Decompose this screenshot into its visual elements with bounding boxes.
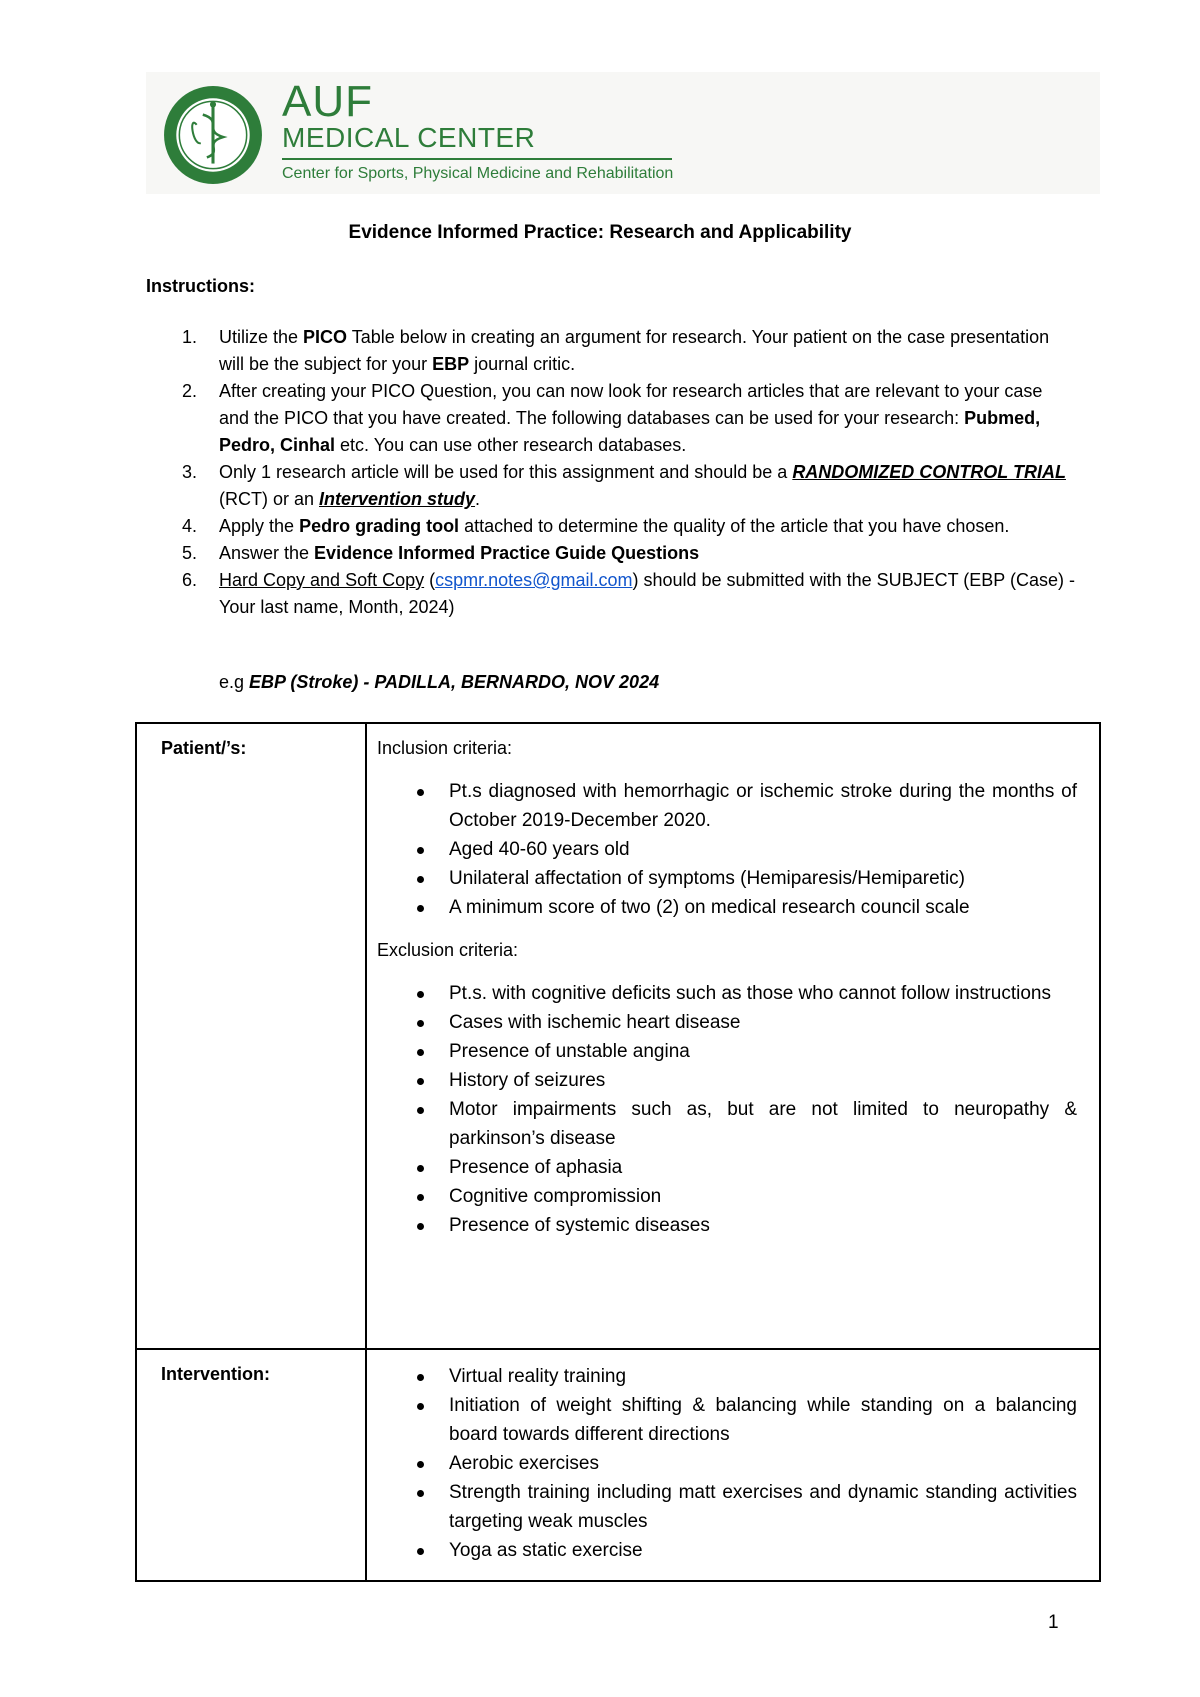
- exclusion-criteria-list: [377, 979, 1077, 1240]
- example-text: EBP (Stroke) - PADILLA, BERNARDO, NOV 2024: [249, 672, 660, 692]
- instruction-item: [146, 378, 1076, 459]
- instruction-text: Only 1 research article will be used for this assignment and should be a: [219, 462, 793, 482]
- logo-divider: [282, 158, 672, 160]
- instruction-text: .: [475, 489, 481, 509]
- pico-table: [135, 722, 1101, 1582]
- intervention-content: [366, 1349, 1100, 1581]
- instruction-bold: Pedro grading tool: [299, 516, 460, 536]
- instruction-text: (RCT) or an: [219, 489, 320, 509]
- pico-row-intervention: [136, 1349, 1100, 1581]
- instruction-bold: PICO: [303, 327, 348, 347]
- list-item: History of seizures: [377, 1066, 1077, 1095]
- instruction-bold: Pubmed, Pedro, Cinhal: [219, 408, 1041, 455]
- list-item: Unilateral affectation of symptoms (Hemiparesis/Hemiparetic): [377, 864, 1077, 893]
- list-item: Virtual reality training: [377, 1362, 1077, 1391]
- instruction-number: 1.: [182, 327, 198, 347]
- instruction-emphasis: Intervention study: [319, 489, 476, 509]
- list-item: Presence of systemic diseases: [377, 1211, 1077, 1240]
- inclusion-criteria-label: Inclusion criteria:: [377, 738, 513, 758]
- list-item: Initiation of weight shifting & balancing while standing on a balancing board towards different directions: [377, 1391, 1077, 1449]
- instruction-bold: EBP: [432, 354, 470, 374]
- logo-tagline: Center for Sports, Physical Medicine and Rehabilitation: [282, 165, 674, 182]
- page-number: 1: [1048, 1612, 1059, 1633]
- instruction-item: [146, 567, 1076, 621]
- instruction-item: [146, 324, 1076, 378]
- instruction-text: Apply the: [219, 516, 300, 536]
- instruction-text: journal critic.: [469, 354, 576, 374]
- instruction-emphasis: RANDOMIZED CONTROL TRIAL: [792, 462, 1066, 482]
- list-item: Presence of unstable angina: [377, 1037, 1077, 1066]
- instruction-number: 2.: [182, 381, 198, 401]
- instruction-text: Table below in creating an argument for research. Your patient on the case presentation will be the subject for your: [219, 327, 1050, 374]
- document-title: Evidence Informed Practice: Research and Applicability: [348, 222, 852, 243]
- instruction-number: 6.: [182, 570, 198, 590]
- instruction-text: Utilize the: [219, 327, 304, 347]
- patients-label: Patient/’s:: [136, 723, 366, 1349]
- list-item: Aerobic exercises: [377, 1449, 1077, 1478]
- subject-example: [219, 672, 659, 693]
- instruction-item: [146, 540, 1076, 567]
- instruction-text: After creating your PICO Question, you can now look for research articles that are relevant to your case and the PICO that you have created. The following databases can be used for your research:: [219, 381, 1043, 428]
- instruction-bold: Evidence Informed Practice Guide Questions: [314, 543, 700, 563]
- instructions-label: Instructions:: [146, 276, 256, 296]
- patients-content: [366, 723, 1100, 1349]
- list-item: Motor impairments such as, but are not limited to neuropathy & parkinson’s disease: [377, 1095, 1077, 1153]
- list-item: Yoga as static exercise: [377, 1536, 1077, 1565]
- list-item: A minimum score of two (2) on medical research council scale: [377, 893, 1077, 922]
- exclusion-criteria-label: Exclusion criteria:: [377, 940, 519, 960]
- instruction-text: ) should be submitted with the SUBJECT (EBP (Case) - Your last name, Month, 2024): [219, 570, 1075, 617]
- instruction-text: Answer the: [219, 543, 315, 563]
- instruction-number: 5.: [182, 543, 198, 563]
- instruction-item: [146, 459, 1076, 513]
- example-prefix: e.g: [219, 672, 250, 692]
- instruction-number: 3.: [182, 462, 198, 482]
- university-seal-icon: [162, 84, 264, 186]
- list-item: Cases with ischemic heart disease: [377, 1008, 1077, 1037]
- list-item: Strength training including matt exercises and dynamic standing activities targeting weak muscles: [377, 1478, 1077, 1536]
- email-link[interactable]: cspmr.notes@gmail.com: [435, 570, 633, 590]
- logo-subtitle: MEDICAL CENTER: [282, 122, 536, 153]
- intervention-label: Intervention:: [136, 1349, 366, 1581]
- instructions-list: [146, 324, 1076, 621]
- pico-row-patients: [136, 723, 1100, 1349]
- instruction-item: [146, 513, 1076, 540]
- instruction-text: attached to determine the quality of the article that you have chosen.: [459, 516, 1010, 536]
- instruction-number: 4.: [182, 516, 198, 536]
- logo-title: AUF: [282, 77, 373, 126]
- instruction-text: (: [424, 570, 436, 590]
- inclusion-criteria-list: [377, 777, 1077, 922]
- list-item: Cognitive compromission: [377, 1182, 1077, 1211]
- header-banner: [146, 72, 1100, 194]
- instruction-text: etc. You can use other research databases.: [335, 435, 687, 455]
- intervention-list: [377, 1362, 1077, 1565]
- instruction-underlined: Hard Copy and Soft Copy: [219, 570, 425, 590]
- list-item: Aged 40-60 years old: [377, 835, 1077, 864]
- list-item: Pt.s. with cognitive deficits such as those who cannot follow instructions: [377, 979, 1077, 1008]
- list-item: Presence of aphasia: [377, 1153, 1077, 1182]
- list-item: Pt.s diagnosed with hemorrhagic or ischemic stroke during the months of October 2019-December 2020.: [377, 777, 1077, 835]
